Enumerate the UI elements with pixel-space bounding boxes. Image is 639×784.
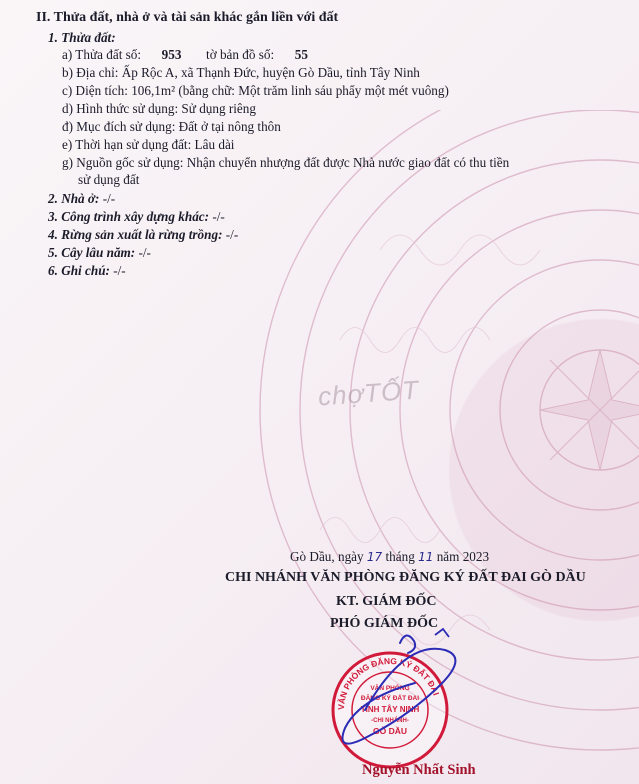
origin-line-2: sử dụng đất [78, 172, 140, 187]
house-value: -/- [99, 191, 116, 206]
perennial-line [48, 245, 151, 261]
usage-form-line: d) Hình thức sử dụng: Sử dụng riêng [62, 101, 256, 116]
stamp-line-4: -CHI NHÁNH- [371, 718, 409, 724]
notes-value: -/- [109, 263, 126, 278]
usage-purpose-line: đ) Mục đích sử dụng: Đất ở tại nông thôn [62, 119, 281, 134]
year-label: năm 2023 [436, 549, 490, 564]
section-title: II. Thửa đất, nhà ở và tài sản khác gắn liền với đất [36, 10, 339, 25]
kt-director: KT. GIÁM ĐỐC [336, 594, 437, 609]
origin-line-1: g) Nguồn gốc sử dụng: Nhận chuyển nhượng đất được Nhà nước giao đất có thu tiền [62, 155, 510, 170]
land-heading: 1. Thửa đất: [48, 30, 116, 45]
month-label: tháng [385, 549, 415, 564]
stamp-outer-text: VĂN PHÒNG ĐĂNG KÝ ĐẤT ĐAI [335, 655, 442, 711]
house-line [48, 191, 115, 207]
forest-line [48, 227, 238, 243]
other-construction-value: -/- [209, 209, 225, 224]
signer-name: Nguyễn Nhất Sinh [362, 762, 476, 778]
usage-term-line: e) Thời hạn sử dụng đất: Lâu dài [62, 137, 235, 152]
stamp-line-1: VĂN PHÒNG [370, 685, 410, 692]
parcel-number: 953 [161, 47, 182, 62]
watermark-text: chợTỐT [317, 374, 421, 412]
notes-line [48, 263, 126, 279]
forest-label: 4. Rừng sản xuất là rừng trồng: [48, 227, 223, 242]
other-construction-label: 3. Công trình xây dựng khác: [48, 209, 210, 224]
deputy-director-title: PHÓ GIÁM ĐỐC [330, 616, 439, 631]
map-sheet-label: tờ bản đồ số: [206, 47, 275, 62]
other-construction-line [48, 209, 225, 225]
parcel-label: a) Thửa đất số: [62, 47, 142, 62]
date-line [290, 549, 489, 565]
area-line: c) Diện tích: 106,1m² (bằng chữ: Một trăm linh sáu phẩy một mét vuông) [62, 83, 449, 98]
handwritten-signature [305, 615, 485, 765]
perennial-value: -/- [135, 245, 151, 260]
date-month: 11 [418, 550, 434, 564]
parcel-line [62, 47, 308, 63]
stamp-line-2: ĐĂNG KÝ ĐẤT ĐAI [360, 695, 420, 702]
date-day: 17 [366, 550, 383, 564]
address-line: b) Địa chỉ: Ấp Rộc A, xã Thạnh Đức, huyện Gò Dầu, tỉnh Tây Ninh [62, 65, 420, 80]
notes-label: 6. Ghi chú: [48, 263, 110, 278]
perennial-label: 5. Cây lâu năm: [48, 245, 136, 260]
organization-name: CHI NHÁNH VĂN PHÒNG ĐĂNG KÝ ĐẤT ĐAI GÒ DẦU [225, 570, 586, 585]
house-label: 2. Nhà ở: [48, 191, 100, 206]
stamp-line-3: TỈNH TÂY NINH [360, 705, 420, 714]
date-prefix: Gò Dầu, ngày [290, 549, 364, 564]
forest-value: -/- [222, 227, 239, 242]
map-sheet-number: 55 [294, 47, 308, 62]
stamp-line-5: GÒ DẦU [373, 726, 407, 736]
